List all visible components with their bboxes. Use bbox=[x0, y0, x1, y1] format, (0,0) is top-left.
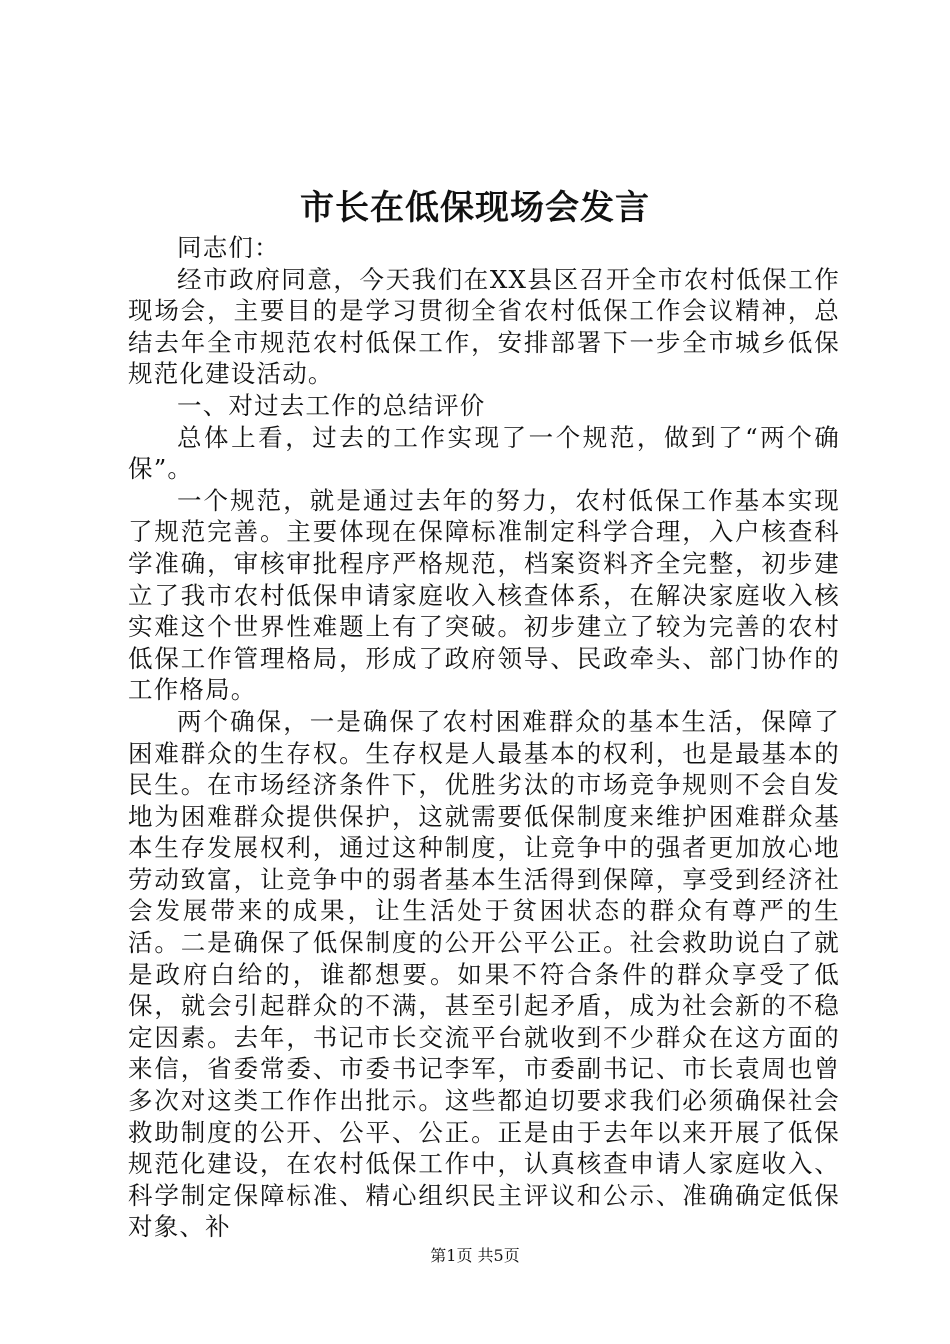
document-body bbox=[128, 232, 840, 1243]
norm-paragraph: 一个规范，就是通过去年的努力，农村低保工作基本实现了规范完善。主要体现在保障标准制定科学合理，入户核查科学准确，审核审批程序严格规范，档案资料齐全完整，初步建立了我市农村低保申请家庭收入核查体系，在解决家庭收入核实难这个世界性难题上有了突破。初步建立了较为完善的农村低保工作管理格局，形成了政府领导、民政牵头、部门协作的工作格局。 bbox=[128, 485, 840, 705]
summary-paragraph: 总体上看，过去的工作实现了一个规范，做到了“两个确保”。 bbox=[128, 422, 840, 484]
page-footer: 第1页 共5页 bbox=[430, 1246, 520, 1265]
two-guarantees-paragraph: 两个确保，一是确保了农村困难群众的基本生活，保障了困难群众的生存权。生存权是人最基本的权利，也是最基本的民生。在市场经济条件下，优胜劣汰的市场竞争规则不会自发地为困难群众提供保护，这就需要低保制度来维护困难群众基本生存发展权利，通过这种制度，让竞争中的强者更加放心地劳动致富，让竞争中的弱者基本生活得到保障，享受到经济社会发展带来的成果，让生活处于贫困状态的群众有尊严的生活。二是确保了低保制度的公开公平公正。社会救助说白了就是政府白给的，谁都想要。如果不符合条件的群众享受了低保，就会引起群众的不满，甚至引起矛盾，成为社会新的不稳定因素。去年，书记市长交流平台就收到不少群众在这方面的来信，省委常委、市委书记李军，市委副书记、市长袁周也曾多次对这类工作作出批示。这些都迫切要求我们必须确保社会救助制度的公开、公平、公正。正是由于去年以来开展了低保规范化建设，在农村低保工作中，认真核查申请人家庭收入、科学制定保障标准、精心组织民主评议和公示、准确确定低保对象、补 bbox=[128, 706, 840, 1242]
salutation-paragraph: 同志们： bbox=[177, 233, 280, 262]
intro-paragraph: 经市政府同意，今天我们在XX县区召开全市农村低保工作现场会，主要目的是学习贯彻全省农村低保工作会议精神，总结去年全市规范农村低保工作，安排部署下一步全市城乡低保规范化建设活动。 bbox=[128, 264, 840, 389]
section-heading: 一、对过去工作的总结评价 bbox=[177, 390, 486, 420]
document-title: 市长在低保现场会发言 bbox=[300, 188, 650, 228]
